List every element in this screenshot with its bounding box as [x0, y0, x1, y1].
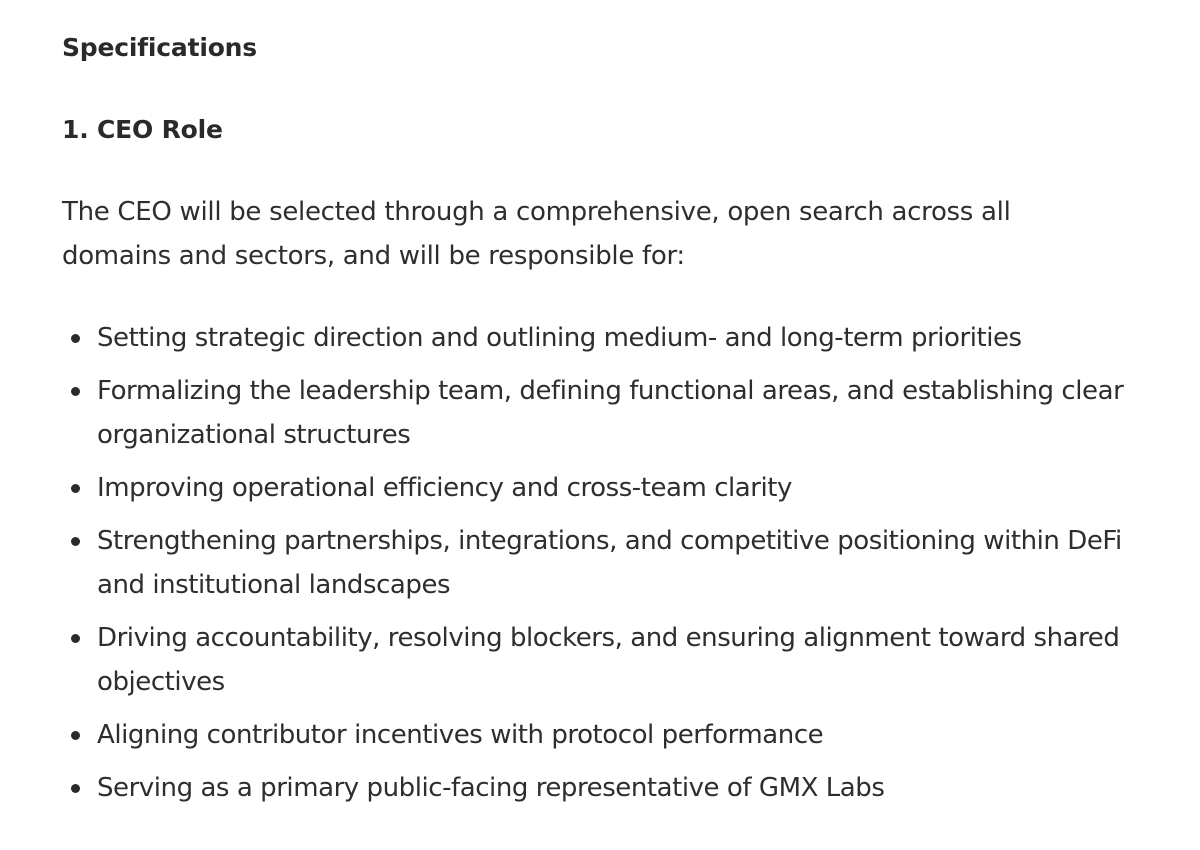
list-item	[62, 766, 1140, 810]
list-item-text: Driving accountability, resolving blockers, and ensuring alignment toward shared objectives	[97, 623, 1120, 697]
bullet-icon	[71, 731, 80, 740]
bullet-icon	[71, 387, 80, 396]
list-item-text: Formalizing the leadership team, defining functional areas, and establishing clear organizational structures	[97, 376, 1124, 450]
list-item	[62, 616, 1140, 704]
bullet-icon	[71, 634, 80, 643]
list-item	[62, 519, 1140, 607]
list-item	[62, 369, 1140, 457]
section-title: Specifications	[62, 33, 257, 62]
subsection-title: 1. CEO Role	[62, 115, 223, 144]
list-item-text: Setting strategic direction and outlining medium- and long-term priorities	[97, 323, 1022, 353]
list-item	[62, 713, 1140, 757]
bullet-icon	[71, 484, 80, 493]
list-item-text: Strengthening partnerships, integrations, and competitive positioning within DeFi and institutional landscapes	[97, 526, 1122, 600]
list-item-text: Improving operational efficiency and cross-team clarity	[97, 473, 792, 503]
list-item-text: Serving as a primary public-facing representative of GMX Labs	[97, 773, 885, 803]
list-item	[62, 316, 1140, 360]
bullet-icon	[71, 784, 80, 793]
bullet-icon	[71, 334, 80, 343]
intro-paragraph: The CEO will be selected through a comprehensive, open search across all domains and sectors, and will be responsible for:	[62, 197, 1011, 271]
list-item-text: Aligning contributor incentives with protocol performance	[97, 720, 824, 750]
bullet-icon	[71, 537, 80, 546]
responsibilities-list	[62, 316, 1140, 810]
list-item	[62, 466, 1140, 510]
